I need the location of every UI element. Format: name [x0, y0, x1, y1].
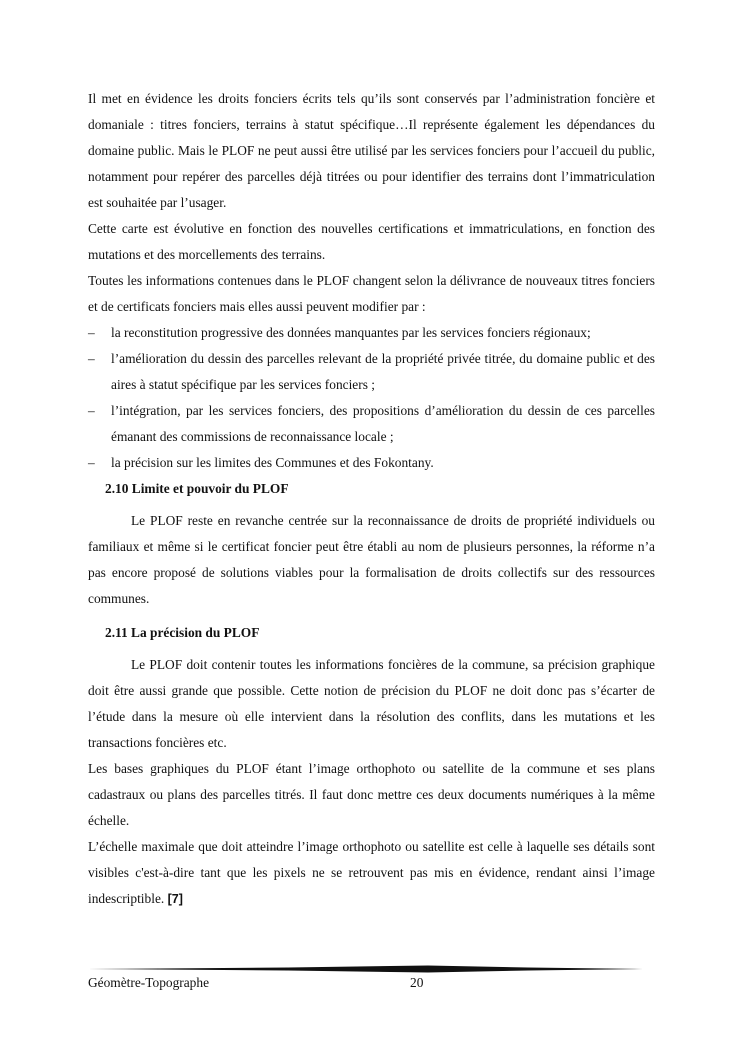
list-item [88, 346, 655, 398]
footer-title: Géomètre-Topographe [88, 975, 210, 990]
dash-bullet: – [88, 351, 95, 366]
list-item [88, 450, 655, 476]
list-item-text: la reconstitution progressive des données manquantes par les services fonciers régionaux; [111, 325, 591, 340]
list-item-text: l’intégration, par les services fonciers, des propositions d’amélioration du dessin de ces parcelles émanant des commissions de reconnaissance locale ; [111, 403, 655, 444]
section-heading-2-11: 2.11 La précision du PLOF [105, 625, 260, 640]
dash-bullet: – [88, 403, 95, 418]
section-2-10-paragraph: Le PLOF reste en revanche centrée sur la reconnaissance de droits de propriété individuels ou familiaux et même si le certificat foncier peut être établi au nom de plusieurs personnes, la réforme n’a pas encore proposé de solutions viables pour la formalisation de droits collectifs sur des ressources communes. [88, 513, 655, 606]
dash-bullet: – [88, 325, 95, 340]
list-item [88, 398, 655, 450]
intro-paragraph-3: Toutes les informations contenues dans le PLOF changent selon la délivrance de nouveaux titres fonciers et de certificats fonciers mais elles aussi peuvent modifier par : [88, 273, 655, 314]
intro-paragraph-1: Il met en évidence les droits fonciers écrits tels qu’ils sont conservés par l’administration foncière et domaniale : titres fonciers, terrains à statut spécifique…Il représente également les dépendances du domaine public. Mais le PLOF ne peut aussi être utilisé par les services fonciers pour l’accueil du public, notamment pour repérer des parcelles déjà titrées ou pour identifier des terrains dont l’immatriculation est souhaitée par l’usager. [88, 91, 655, 210]
intro-paragraph-2: Cette carte est évolutive en fonction des nouvelles certifications et immatriculations, en fonction des mutations et des morcellements des terrains. [88, 221, 655, 262]
list-item-text: l’amélioration du dessin des parcelles relevant de la propriété privée titrée, du domaine public et des aires à statut spécifique par les services fonciers ; [111, 351, 655, 392]
dash-bullet: – [88, 455, 95, 470]
section-2-11-paragraph-2: Les bases graphiques du PLOF étant l’image orthophoto ou satellite de la commune et ses plans cadastraux ou plans des parcelles titrés. Il faut donc mettre ces deux documents numériques à la même échelle. [88, 761, 655, 828]
page-content [88, 86, 655, 912]
list-item-text: la précision sur les limites des Communes et des Fokontany. [111, 455, 434, 470]
paragraph-text: L’échelle maximale que doit atteindre l’image orthophoto ou satellite est celle à laquelle ses détails sont visibles c'est-à-dire tant que les pixels ne se retrouvent pas mis en évidence, rendant ainsi l’image indescriptible. [88, 839, 655, 906]
citation-reference: [7] [167, 892, 183, 906]
modification-list [88, 320, 655, 476]
section-2-11-paragraph-3 [88, 834, 655, 912]
section-heading-2-10: 2.10 Limite et pouvoir du PLOF [105, 481, 289, 496]
list-item [88, 320, 655, 346]
section-2-11-paragraph-1: Le PLOF doit contenir toutes les informations foncières de la commune, sa précision graphique doit être aussi grande que possible. Cette notion de précision du PLOF ne doit donc pas s’écarter de l’étude dans la mesure où elle intervient dans la résolution des conflits, dans les mutations et les transactions foncières etc. [88, 657, 655, 750]
page-number: 20 [410, 975, 424, 990]
footer-divider [88, 962, 643, 976]
